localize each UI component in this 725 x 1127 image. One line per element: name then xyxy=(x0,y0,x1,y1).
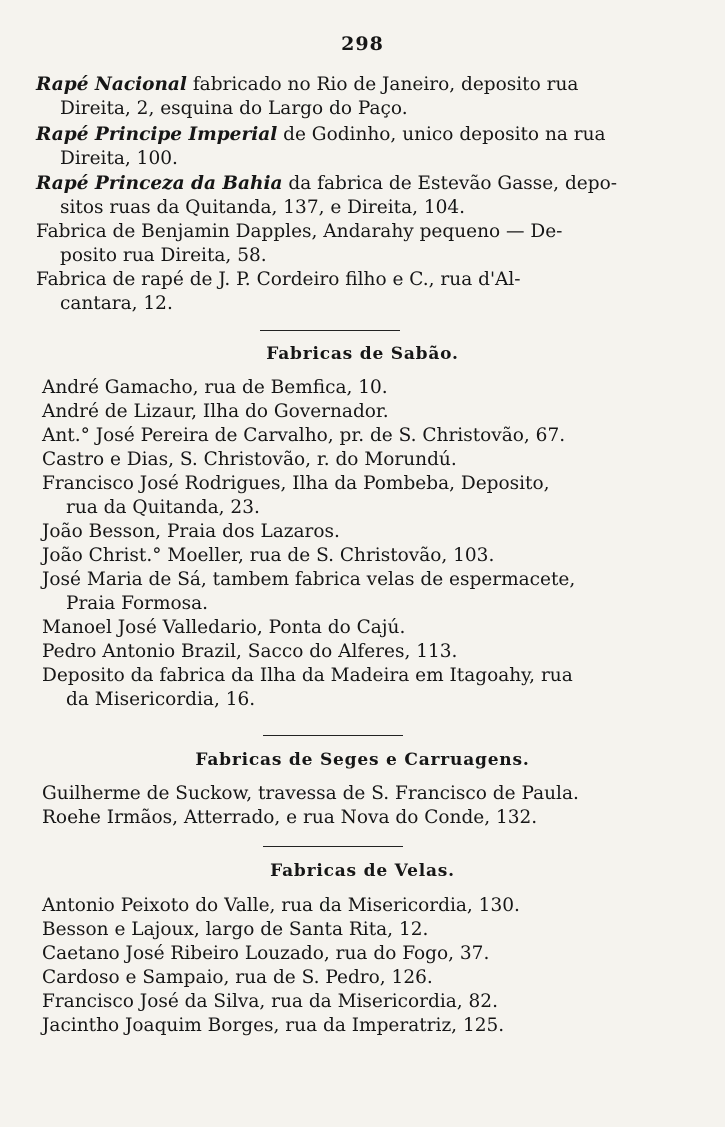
list-item: Guilherme de Suckow, travessa de S. Francisco de Paula. xyxy=(42,783,579,804)
entry-title: Rapé Principe Imperial xyxy=(36,124,278,145)
entry-title: Rapé Nacional xyxy=(36,74,187,95)
list-item: André Gamacho, rua de Bemfica, 10. xyxy=(42,377,388,398)
section-heading-sabao: Fabricas de Sabão. xyxy=(266,344,459,364)
list-item: Francisco José da Silva, rua da Misericordia, 82. xyxy=(42,991,498,1012)
list-item: André de Lizaur, Ilha do Governador. xyxy=(42,401,389,422)
list-item: Manoel José Valledario, Ponta do Cajú. xyxy=(42,617,406,638)
section-divider xyxy=(260,330,400,331)
list-item: Deposito da fabrica da Ilha da Madeira em Itagoahy, rua da Misericordia, 16. xyxy=(42,665,573,710)
list-item: Roehe Irmãos, Atterrado, e rua Nova do Conde, 132. xyxy=(42,807,538,828)
entry-line-continued: sitos ruas da Quitanda, 137, e Direita, 104. xyxy=(60,197,466,218)
entry-cordeiro xyxy=(36,268,636,316)
entry-line-continued: cantara, 12. xyxy=(60,293,173,314)
entry-line-continued: posito rua Direita, 58. xyxy=(60,245,267,266)
list-item: Jacintho Joaquim Borges, rua da Imperatriz, 125. xyxy=(42,1015,505,1036)
entry-line: Fabrica de rapé de J. P. Cordeiro filho e C., rua d'Al- xyxy=(36,269,521,290)
list-item: Besson e Lajoux, largo de Santa Rita, 12. xyxy=(42,919,429,940)
list-item: João Besson, Praia dos Lazaros. xyxy=(42,521,340,542)
entry-line: fabricado no Rio de Janeiro, deposito rua xyxy=(186,74,579,95)
list-item: Antonio Peixoto do Valle, rua da Misericordia, 130. xyxy=(42,895,520,916)
list-item: Cardoso e Sampaio, rua de S. Pedro, 126. xyxy=(42,967,433,988)
entry-title: Rapé Princeza da Bahia xyxy=(36,173,283,194)
section-heading-seges: Fabricas de Seges e Carruagens. xyxy=(195,750,530,770)
entry-rape-princeza xyxy=(36,172,636,220)
list-item: Ant.° José Pereira de Carvalho, pr. de S. Christovão, 67. xyxy=(42,425,566,446)
entry-rape-nacional xyxy=(36,73,636,121)
page-number: 298 xyxy=(341,33,384,55)
section-heading-velas: Fabricas de Velas. xyxy=(270,861,455,881)
entry-dapples xyxy=(36,220,636,268)
list-item: Pedro Antonio Brazil, Sacco do Alferes, 113. xyxy=(42,641,458,662)
section-list-velas xyxy=(42,894,642,1038)
list-item: João Christ.° Moeller, rua de S. Christovão, 103. xyxy=(42,545,495,566)
list-item: Caetano José Ribeiro Louzado, rua do Fogo, 37. xyxy=(42,943,490,964)
list-item: José Maria de Sá, tambem fabrica velas de espermacete, Praia Formosa. xyxy=(42,569,576,614)
entry-line: de Godinho, unico deposito na rua xyxy=(277,124,606,145)
section-list-sabao xyxy=(42,376,642,712)
entry-rape-principe xyxy=(36,123,636,171)
list-item: Castro e Dias, S. Christovão, r. do Morundú. xyxy=(42,449,457,470)
list-item: Francisco José Rodrigues, Ilha da Pombeba, Deposito, rua da Quitanda, 23. xyxy=(42,473,550,518)
section-list-seges xyxy=(42,782,642,830)
entry-line-continued: Direita, 2, esquina do Largo do Paço. xyxy=(60,98,408,119)
section-divider xyxy=(263,846,403,847)
entry-line: da fabrica de Estevão Gasse, depo- xyxy=(282,173,617,194)
entry-line: Fabrica de Benjamin Dapples, Andarahy pequeno — De- xyxy=(36,221,563,242)
section-divider xyxy=(263,735,403,736)
entry-line-continued: Direita, 100. xyxy=(60,148,178,169)
